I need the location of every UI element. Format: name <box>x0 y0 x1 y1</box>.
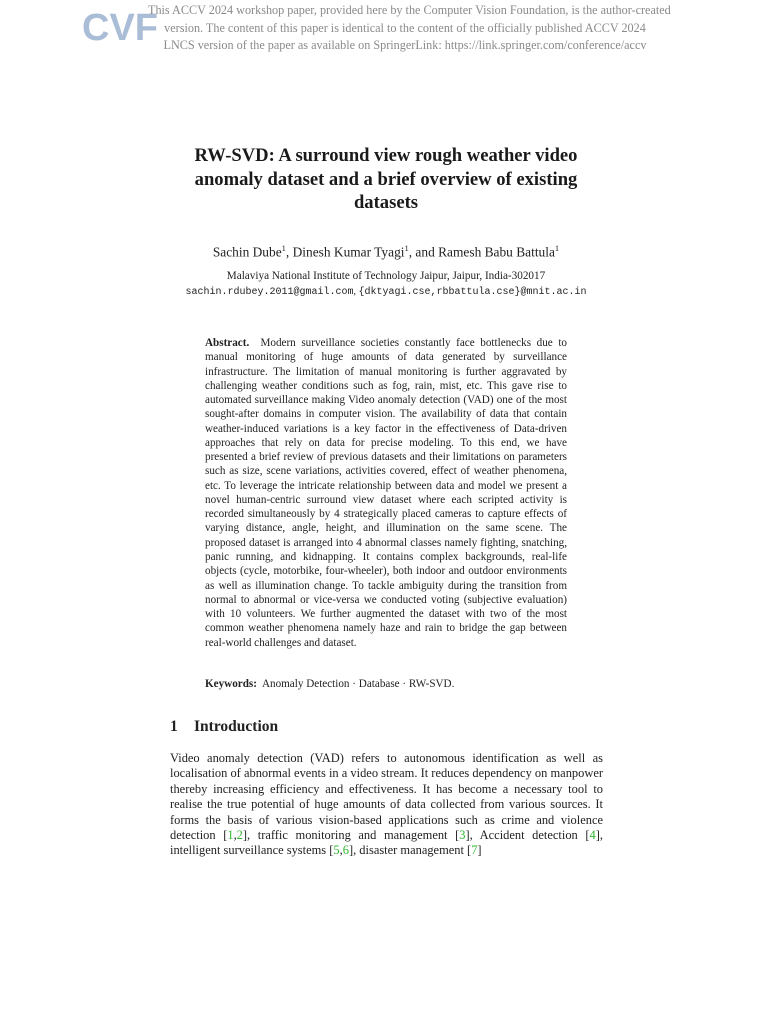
citation-link[interactable]: 2 <box>236 828 243 843</box>
section-heading <box>170 717 602 737</box>
citation-link[interactable]: 6 <box>342 843 349 858</box>
author-separator: , <box>285 244 293 260</box>
author-name: Dinesh Kumar Tyagi <box>292 244 405 260</box>
email-primary[interactable]: sachin.rdubey.2011@gmail.com <box>185 287 354 298</box>
keywords <box>205 677 567 691</box>
author-affiliation-mark: 1 <box>404 243 409 253</box>
title-line: RW-SVD: A surround view rough weather video <box>194 145 578 166</box>
author-emails <box>140 285 632 300</box>
author-affiliation-mark: 1 <box>554 243 560 253</box>
cvf-logo-text: CVF <box>82 7 158 49</box>
keywords-text: Anomaly Detection · Database · RW-SVD. <box>261 678 455 690</box>
intro-text: , <box>233 828 237 843</box>
intro-text: ], traffic monitoring and management [ <box>242 828 460 843</box>
section-title: Introduction <box>194 718 279 735</box>
cvf-logo <box>82 4 158 49</box>
open-access-notice <box>148 2 671 55</box>
intro-text: ], disaster management [ <box>348 843 472 858</box>
abstract <box>205 336 567 650</box>
author-list <box>140 239 632 261</box>
author-affiliation-mark: 1 <box>281 243 286 253</box>
citation-link[interactable]: 3 <box>459 828 466 843</box>
citation-link[interactable]: 1 <box>227 828 234 843</box>
abstract-text: Modern surveillance societies constantly face bottlenecks due to manual monitoring of huge amounts of data generated by surveillance infrastructure. The limitation of manual monitoring is further aggravated by challenging weather conditions such as fog, rain, mist, etc. This gave rise to automated surveillance making Video anomaly detection (VAD) one of the most sought-after domains in computer vision. The availability of data that contain weather-induced variations is a key factor in the effectiveness of Data-driven approaches that rely on data for precise modeling. To this end, we have presented a brief review of previous datasets and their limitations on parameters such as size, scene variations, activities covered, effect of weather phenomena, etc. To leverage the intricate relationship between data and model we present a novel human-centric surround view dataset where each scripted activity is recorded simultaneously by 4 strategically placed cameras to capture effects of varying distance, angle, height, and illumination on the same scene. The proposed dataset is arranged into 4 abnormal classes namely fighting, snatching, panic running, and kidnapping. It contains complex backgrounds, real-life objects (cycle, motorbike, four-wheeler), both indoor and outdoor environments as well as illumination change. To tackle ambiguity during the transition from normal to abnormal or vice-versa we conducted voting (subjective evaluation) with 10 volunteers. We further augmented the dataset with two of the most common weather phenomena namely haze and rain to bridge the gap between real-world challenges and dataset. <box>205 337 567 649</box>
notice-line: version. The content of this paper is identical to the content of the officially published ACCV 2024 <box>164 20 646 35</box>
title-line: anomaly dataset and a brief overview of existing <box>194 168 578 190</box>
citation-link[interactable]: 4 <box>589 828 596 843</box>
email-separator: , <box>353 286 359 297</box>
intro-text: , <box>339 843 343 858</box>
citation-link[interactable]: 5 <box>333 843 340 858</box>
cvf-watermark-header <box>0 0 768 60</box>
intro-text: ], Accident detection [ <box>465 828 590 843</box>
section-number: 1 <box>170 718 178 735</box>
author-name: Ramesh Babu Battula <box>438 244 555 260</box>
intro-text: Video anomaly detection (VAD) refers to autonomous identification as well as localisation of abnormal events in a video stream. It reduces dependency on manpower thereby increasing efficiency and effectiveness. It has become a necessary tool to realise the true potential of huge amounts of data collected from various sources. It forms the basis of various vision-based applications such as crime and violence detection [ <box>170 751 603 843</box>
paper-title <box>140 144 632 215</box>
author-name: Sachin Dube <box>212 244 282 260</box>
abstract-label: Abstract. <box>205 337 250 349</box>
title-line: datasets <box>353 192 419 213</box>
affiliation: Malaviya National Institute of Technology Jaipur, Jaipur, India-302017 <box>226 270 546 282</box>
author-separator: , and <box>408 244 439 260</box>
keywords-label: Keywords: <box>205 678 257 690</box>
intro-text: ] <box>477 843 482 858</box>
intro-paragraph <box>170 751 603 859</box>
notice-line: This ACCV 2024 workshop paper, provided here by the Computer Vision Foundation, is the author-created <box>148 3 671 17</box>
email-group[interactable]: {dktyagi.cse,rbbattula.cse}@mnit.ac.in <box>358 287 587 298</box>
intro-text: ], intelligent surveillance systems [ <box>170 828 603 858</box>
citation-link[interactable]: 7 <box>471 843 478 858</box>
notice-line: LNCS version of the paper as available on SpringerLink: https://link.springer.com/conference/accv <box>163 38 647 52</box>
